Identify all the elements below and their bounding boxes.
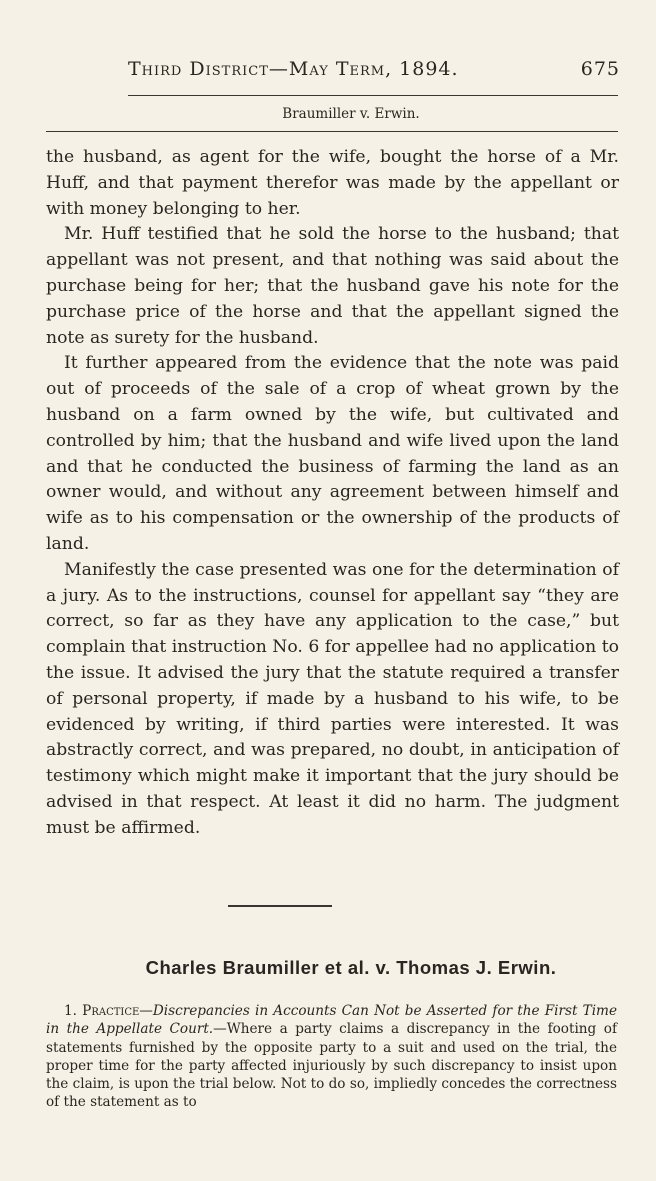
running-head [128, 58, 620, 80]
header-rule [128, 95, 618, 96]
headnote-text: Where a party claims a discrepancy in the footing of statements furnished by the opposite party to a suit and used on the trial, the proper time for the party affected injuriously by such discrepancy to insist upon the claim, is upon the trial below. Not to do so, impliedly concedes the correctness of the statement as to [46, 1021, 617, 1111]
paragraph: the husband, as agent for the wife, bought the horse of a Mr. Huff, and that payment therefor was made by the appellant or with money belonging to her. [46, 147, 619, 219]
headnote-caption: Discrepancies in Accounts Can Not be Asserted for the First Time in the Appellate Court. [46, 1003, 617, 1038]
paragraph: Manifestly the case presented was one for the determination of a jury. As to the instructions, counsel for appellant say “they are correct, so far as they have any application to the case,” but complain that instruction No. 6 for appellee had no application to the issue. It advised the jury that the statute required a transfer of personal property, if made by a husband to his wife, to be evidenced by writing, if third parties were interested. It was abstractly correct, and was prepared, no doubt, in anticipation of testimony which might make it important that the jury should be advised in that respect. At least it did no harm. The judgment must be affirmed. [46, 559, 619, 838]
page-number: 675 [580, 58, 620, 80]
heading-rule [46, 131, 618, 132]
headnote-number: 1. [64, 1003, 77, 1019]
headnote-topic: Practice [82, 1003, 140, 1019]
opinion-text [46, 145, 619, 842]
paragraph: Mr. Huff testified that he sold the horse to the husband; that appellant was not present, and that nothing was said about the purchase being for her; that the husband gave his note for the purchase price of the horse and that the appellant signed the note as surety for the husband. [46, 224, 619, 348]
paragraph: It further appeared from the evidence that the note was paid out of proceeds of the sale of a crop of wheat grown by the husband on a farm owned by the wife, but cultivated and controlled by him; that the husband and wife lived upon the land and that he conducted the business of farming the land as an owner would, and without any agreement between himself and wife as to his compensation or the ownership of the products of land. [46, 353, 619, 554]
case-title: Charles Braumiller et al. v. Thomas J. Erwin. [145, 957, 557, 978]
running-title: Third District—May Term, 1894. [128, 58, 459, 80]
headnote: 1. Practice—Discrepancies in Accounts Can Not be Asserted for the First Time in the Appellate Court.—Where a party claims a discrepancy in the footing of statements furnished by the opposite party to a suit and used on the trial, the proper time for the party affected injuriously by such discrepancy to insist upon the claim, is upon the trial below. Not to do so, impliedly concedes the correctness of the statement as to [46, 1003, 617, 1111]
section-divider [228, 905, 332, 907]
case-heading: Braumiller v. Erwin. [282, 106, 420, 122]
